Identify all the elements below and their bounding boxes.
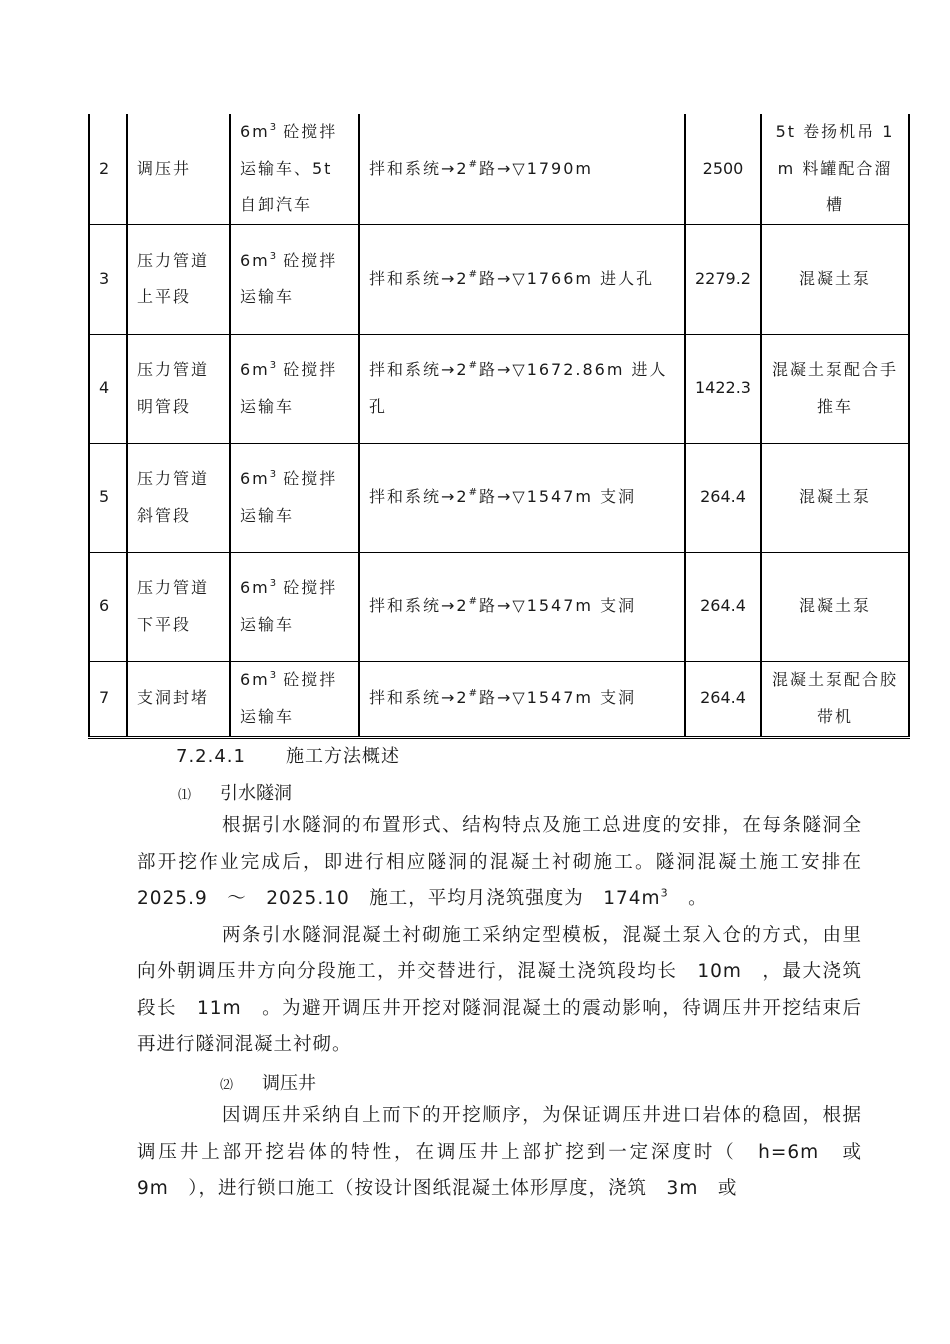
table-row [89, 114, 909, 224]
route-cell: 拌和系统→2#路→▽1766m 进人孔 [359, 224, 685, 334]
table-row [89, 661, 909, 737]
equipment-cell: $6m^3$ 砼搅拌运输车 [230, 334, 359, 443]
table-row [89, 443, 909, 552]
position-cell: 压力管道上平段 [127, 224, 230, 334]
row-number: 5 [89, 443, 127, 552]
subsection-heading-1 [178, 779, 292, 805]
section-number: 7.2.4.1 [176, 746, 246, 767]
route-cell: 拌和系统→2#路→▽1547m 支洞 [359, 552, 685, 661]
row-number: 4 [89, 334, 127, 443]
section-heading [176, 742, 400, 768]
remarks-cell: 混凝土泵配合手推车 [761, 334, 909, 443]
paragraph: 因调压井采纳自上而下的开挖顺序，为保证调压井进口岩体的稳固，根据调压井上部开挖岩体的特性，在调压井上部扩挖到一定深度时（ h=6m 或 9m ），进行锁口施工（按设计图纸混凝土体形厚度，浇筑 3m 或 [137, 1105, 882, 1199]
remarks-cell: 混凝土泵 [761, 552, 909, 661]
paragraph: 两条引水隧洞混凝土衬砌施工采纳定型模板，混凝土泵入仓的方式，由里向外朝调压井方向分段施工，并交替进行，混凝土浇筑段均长 10m ，最大浇筑段长 11m 。为避开调压井开挖对隧洞混凝土的震动影响，待调压井开挖结束后再进行隧洞混凝土衬砌。 [137, 924, 862, 1055]
route-cell: 拌和系统→2#路→▽1547m 支洞 [359, 443, 685, 552]
subsection-title: 引水隧洞 [220, 783, 292, 804]
subsection-title: 调压井 [262, 1073, 316, 1094]
route-cell: 拌和系统→2#路→▽1547m 支洞 [359, 661, 685, 737]
body-text-block-2 [137, 1098, 882, 1208]
position-cell: 压力管道明管段 [127, 334, 230, 443]
quantity-cell: 264.4 [685, 443, 761, 552]
route-cell: 拌和系统→2#路→▽1672.86m 进人孔 [359, 334, 685, 443]
remarks-cell: 混凝土泵 [761, 224, 909, 334]
table-row [89, 334, 909, 443]
table-row [89, 552, 909, 661]
equipment-cell: $6m^3$ 砼搅拌运输车 [230, 443, 359, 552]
row-number: 2 [89, 114, 127, 224]
concrete-transport-table [88, 114, 910, 739]
equipment-cell: $6m^3$ 砼搅拌运输车 [230, 552, 359, 661]
remarks-cell: 混凝土泵配合胶带机 [761, 661, 909, 737]
subsection-marker: ⑴ [178, 788, 192, 803]
body-text-block-1 [137, 808, 882, 1064]
subsection-marker: ⑵ [220, 1078, 234, 1093]
route-cell: 拌和系统→2#路→▽1790m [359, 114, 685, 224]
row-number: 6 [89, 552, 127, 661]
equipment-cell: $6m^3$ 砼搅拌运输车、5t 自卸汽车 [230, 114, 359, 224]
row-number: 7 [89, 661, 127, 737]
row-number: 3 [89, 224, 127, 334]
section-title: 施工方法概述 [286, 746, 400, 767]
paragraph: 根据引水隧洞的布置形式、结构特点及施工总进度的安排，在每条隧洞全部开挖作业完成后，即进行相应隧洞的混凝土衬砌施工。隧洞混凝土施工安排在 2025.9 ～ 2025.10 施工，平均月浇筑强度为 $174m^3$ 。 [137, 815, 882, 909]
quantity-cell: 1422.3 [685, 334, 761, 443]
quantity-cell: 264.4 [685, 661, 761, 737]
quantity-cell: 264.4 [685, 552, 761, 661]
equipment-cell: $6m^3$ 砼搅拌运输车 [230, 224, 359, 334]
table-row [89, 224, 909, 334]
remarks-cell: 5t 卷扬机吊 1m 料罐配合溜槽 [761, 114, 909, 224]
remarks-cell: 混凝土泵 [761, 443, 909, 552]
position-cell: 压力管道斜管段 [127, 443, 230, 552]
equipment-cell: $6m^3$ 砼搅拌运输车 [230, 661, 359, 737]
position-cell: 支洞封堵 [127, 661, 230, 737]
quantity-cell: 2500 [685, 114, 761, 224]
quantity-cell: 2279.2 [685, 224, 761, 334]
position-cell: 调压井 [127, 114, 230, 224]
position-cell: 压力管道下平段 [127, 552, 230, 661]
subsection-heading-2 [220, 1069, 316, 1095]
